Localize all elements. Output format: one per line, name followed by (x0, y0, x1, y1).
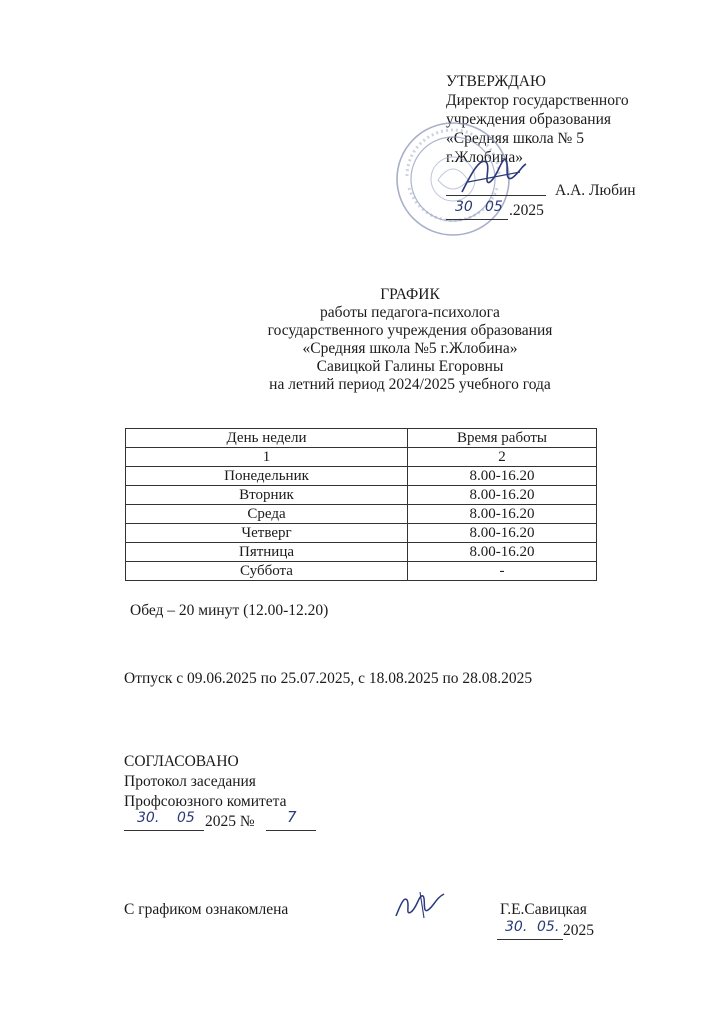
header-cell: День недели (126, 429, 408, 448)
title-line: Савицкой Галины Егоровны (316, 358, 504, 375)
lunch-note: Обед – 20 минут (12.00-12.20) (130, 602, 329, 619)
day-cell: Четверг (126, 524, 408, 543)
time-cell: 8.00-16.20 (408, 486, 597, 505)
day-cell: Понедельник (126, 467, 408, 486)
approval-signer: А.А. Любин (555, 182, 636, 199)
approval-date-year: .2025 (509, 202, 544, 219)
title-line: «Средняя школа №5 г.Жлобина» (302, 340, 518, 357)
approval-line: учреждения образования (446, 111, 612, 128)
time-cell: 8.00-16.20 (408, 505, 597, 524)
table-row (126, 486, 597, 505)
table-row (126, 524, 597, 543)
table-header-row (126, 429, 597, 448)
approval-date-day: 30 (455, 199, 473, 215)
approval-line: г.Жлобина» (446, 149, 523, 166)
protocol-number: 7 (287, 808, 297, 826)
approval-line: «Средняя школа № 5 (446, 130, 584, 147)
approval-date-month: 05 (485, 199, 503, 215)
table-row (126, 467, 597, 486)
table-numbering-row (126, 448, 597, 467)
time-cell: - (408, 562, 597, 581)
day-cell: Среда (126, 505, 408, 524)
agreed-year-and-number: 2025 № (205, 813, 255, 830)
document-title: ГРАФИК (380, 286, 440, 303)
director-signature (458, 152, 528, 198)
title-block (220, 286, 600, 394)
agreed-heading: СОГЛАСОВАНО (124, 753, 239, 770)
acquainted-text: С графиком ознакомлена (124, 901, 289, 918)
employee-date-year: 2025 (563, 922, 594, 939)
employee-date-day: 30. (505, 919, 528, 935)
agreed-line: Протокол заседания (124, 773, 256, 790)
time-cell: 8.00-16.20 (408, 524, 597, 543)
title-line: на летний период 2024/2025 учебного года (269, 376, 551, 393)
employee-signature (392, 888, 448, 922)
header-cell: Время работы (408, 429, 597, 448)
vacation-note: Отпуск с 09.06.2025 по 25.07.2025, с 18.08.2025 по 28.08.2025 (124, 670, 533, 687)
day-cell: Пятница (126, 543, 408, 562)
table-row (126, 562, 597, 581)
table-row (126, 543, 597, 562)
agreed-date-day: 30. (137, 810, 160, 826)
schedule-table (125, 428, 597, 581)
day-cell: Суббота (126, 562, 408, 581)
time-cell: 8.00-16.20 (408, 467, 597, 486)
agreed-line: Профсоюзного комитета (124, 793, 287, 810)
approval-line: Директор государственного (446, 92, 629, 109)
time-cell: 8.00-16.20 (408, 543, 597, 562)
numbering-cell: 1 (126, 448, 408, 467)
agreed-date-month: 05 (177, 810, 195, 826)
employee-date-month: 05. (537, 919, 560, 935)
title-line: государственного учреждения образования (267, 322, 553, 339)
day-cell: Вторник (126, 486, 408, 505)
approval-heading: УТВЕРЖДАЮ (446, 73, 546, 90)
numbering-cell: 2 (408, 448, 597, 467)
table-row (126, 505, 597, 524)
employee-name: Г.Е.Савицкая (500, 901, 587, 918)
title-line: работы педагога-психолога (320, 304, 500, 321)
